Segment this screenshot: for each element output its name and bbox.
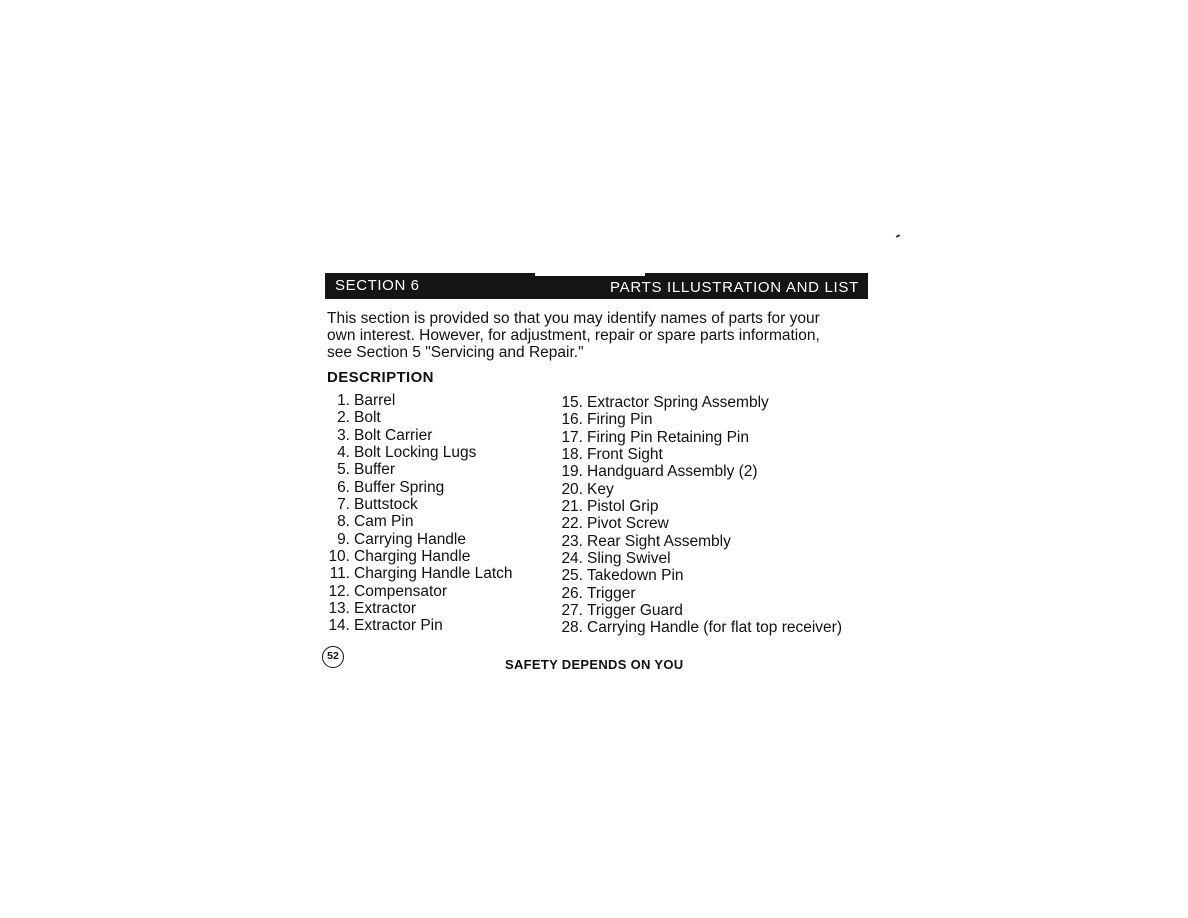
page-number-badge: 52 (322, 646, 344, 668)
part-number: 8. (337, 513, 350, 531)
part-name: Bolt Carrier (354, 426, 433, 444)
intro-line: This section is provided so that you may identify names of parts for your (327, 310, 820, 327)
part-number: 28. (561, 619, 583, 637)
part-name: Compensator (354, 582, 448, 600)
parts-list-item (322, 461, 547, 478)
part-number: 4. (337, 444, 350, 462)
parts-list-item (322, 496, 547, 513)
part-number: 18. (561, 446, 583, 464)
parts-list-item (556, 411, 876, 428)
part-number: 25. (561, 567, 583, 585)
part-name: Charging Handle (354, 548, 471, 566)
parts-list-item (556, 515, 876, 532)
parts-list-item (322, 513, 547, 530)
part-name: Trigger (587, 584, 636, 602)
parts-list-item (556, 446, 876, 463)
parts-list-item (322, 617, 547, 634)
part-number: 16. (561, 411, 583, 429)
part-name: Sling Swivel (587, 550, 671, 568)
part-name: Charging Handle Latch (354, 565, 513, 583)
part-name: Extractor Spring Assembly (587, 394, 769, 411)
parts-list-item (322, 531, 547, 548)
parts-list-item (556, 567, 876, 584)
part-number: 21. (561, 498, 583, 516)
part-name: Bolt (354, 409, 381, 427)
part-name: Pistol Grip (587, 498, 659, 516)
part-number: 11. (329, 565, 350, 583)
part-number: 26. (561, 584, 583, 602)
parts-list-item (556, 619, 876, 636)
part-number: 14. (328, 617, 350, 635)
part-name: Buffer (354, 461, 396, 479)
part-number: 10. (328, 548, 350, 566)
part-name: Extractor (354, 600, 417, 618)
part-name: Barrel (354, 392, 396, 409)
scan-speck (896, 234, 900, 238)
part-name: Front Sight (587, 446, 663, 464)
part-name: Buttstock (354, 496, 418, 514)
part-name: Buffer Spring (354, 478, 445, 496)
part-number: 27. (561, 602, 583, 620)
parts-list-item (556, 550, 876, 567)
footer-slogan: SAFETY DEPENDS ON YOU (505, 657, 684, 672)
parts-list-left (322, 392, 547, 635)
parts-list-item (322, 548, 547, 565)
part-number: 1. (337, 392, 350, 409)
part-number: 22. (561, 515, 583, 533)
parts-list-item (322, 600, 547, 617)
parts-list-item (322, 565, 547, 582)
part-name: Trigger Guard (587, 602, 683, 620)
section-title: PARTS ILLUSTRATION AND LIST (610, 279, 859, 296)
section-header-bar (325, 273, 868, 299)
parts-list-item (556, 394, 876, 411)
part-number: 3. (337, 426, 350, 444)
part-number: 7. (337, 496, 350, 514)
part-name: Takedown Pin (587, 567, 684, 585)
parts-list-item (556, 481, 876, 498)
part-number: 9. (337, 530, 350, 548)
parts-list-item (556, 463, 876, 480)
parts-list-item (322, 444, 547, 461)
parts-list-item (322, 409, 547, 426)
part-number: 12. (328, 582, 350, 600)
part-name: Key (587, 480, 614, 498)
part-name: Pivot Screw (587, 515, 669, 533)
part-number: 6. (337, 478, 350, 496)
parts-list-item (556, 602, 876, 619)
part-number: 20. (561, 480, 583, 498)
header-bar-notch (535, 273, 645, 276)
part-number: 19. (561, 463, 583, 481)
intro-line: see Section 5 "Servicing and Repair." (327, 344, 584, 361)
intro-paragraph (327, 310, 867, 361)
part-name: Bolt Locking Lugs (354, 444, 477, 462)
parts-list-item (322, 392, 547, 409)
part-name: Extractor Pin (354, 617, 443, 635)
parts-list-item (556, 585, 876, 602)
part-number: 24. (561, 550, 583, 568)
intro-line: own interest. However, for adjustment, repair or spare parts information, (327, 327, 820, 344)
part-number: 17. (561, 428, 583, 446)
parts-list-item (556, 498, 876, 515)
part-name: Rear Sight Assembly (587, 532, 731, 550)
part-number: 23. (561, 532, 583, 550)
parts-list-item (322, 583, 547, 600)
part-number: 2. (337, 409, 350, 427)
part-name: Firing Pin Retaining Pin (587, 428, 749, 446)
part-name: Handguard Assembly (2) (587, 463, 758, 481)
part-name: Carrying Handle (354, 530, 466, 548)
parts-list-item (322, 479, 547, 496)
part-name: Carrying Handle (for flat top receiver) (587, 619, 842, 637)
part-number: 15. (561, 394, 583, 411)
part-name: Cam Pin (354, 513, 414, 531)
part-number: 13. (328, 600, 350, 618)
description-heading: DESCRIPTION (327, 369, 434, 386)
parts-list-item (322, 427, 547, 444)
parts-list-item (556, 429, 876, 446)
parts-list-item (556, 533, 876, 550)
part-name: Firing Pin (587, 411, 653, 429)
section-label: SECTION 6 (335, 277, 420, 294)
parts-list-right (556, 394, 876, 637)
part-number: 5. (337, 461, 350, 479)
